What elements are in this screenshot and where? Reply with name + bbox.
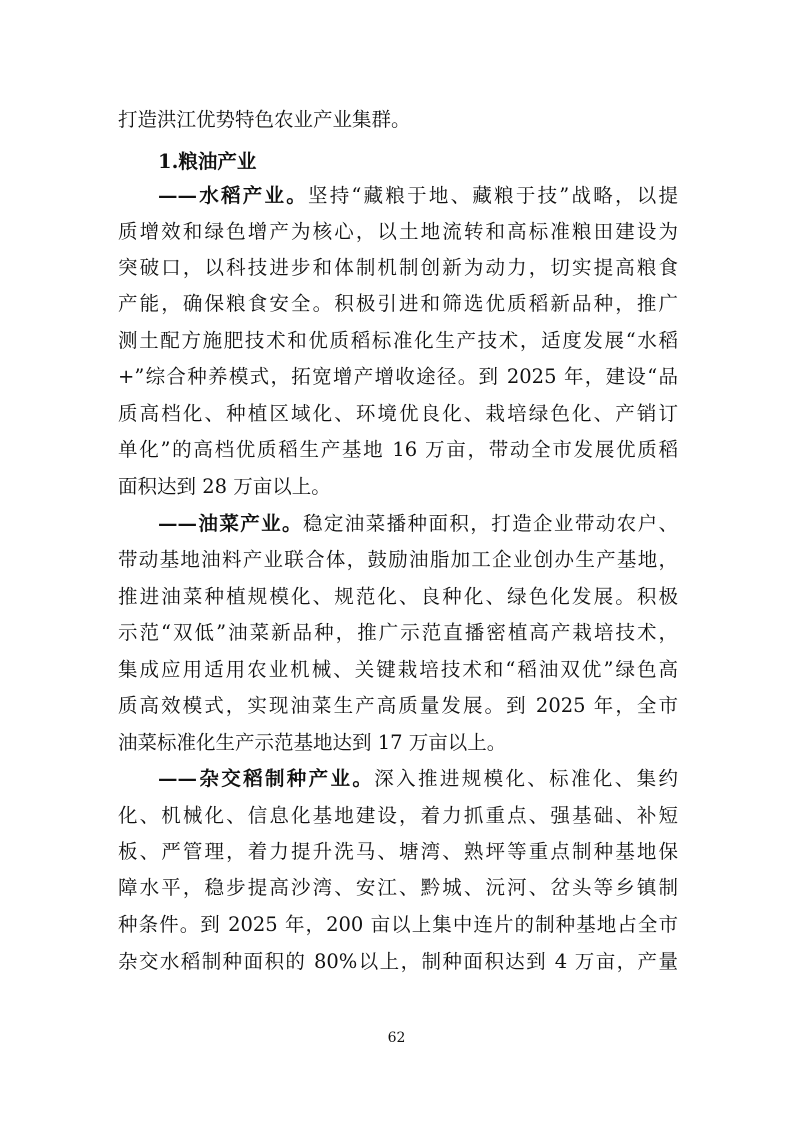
text-line: 板、严管理，着力提升洗马、塘湾、熟坪等重点制种基地保 <box>118 840 678 863</box>
text-line: 打造洪江优势特色农业产业集群。 <box>118 108 411 131</box>
text-line: 测土配方施肥技术和优质稻标准化生产技术，适度发展“水稻 <box>118 329 678 352</box>
text-line: 杂交水稻制种面积的 80%以上，制种面积达到 4 万亩，产量 <box>118 950 678 973</box>
text-line: 面积达到 28 万亩以上。 <box>118 475 331 498</box>
text-line: 障水平，稳步提高沙湾、安江、黔城、沅河、岔头等乡镇制 <box>118 876 678 899</box>
paragraph-lead: ——油菜产业。 <box>158 512 303 535</box>
text-line: 质增效和绿色增产为核心，以土地流转和高标准粮田建设为 <box>118 220 678 243</box>
text-line: 突破口，以科技进步和体制机制创新为动力，切实提高粮食 <box>118 256 678 279</box>
paragraph-rice-line: ——水稻产业。坚持“藏粮于地、藏粮于技”战略，以提 <box>158 184 678 207</box>
page-number: 62 <box>387 1030 406 1046</box>
text-line: 产能，确保粮食安全。积极引进和筛选优质稻新品种，推广 <box>118 292 678 315</box>
text-line: 质高效模式，实现油菜生产高质量发展。到 2025 年，全市 <box>118 694 678 717</box>
text-line: +”综合种养模式，拓宽增产增收途径。到 2025 年，建设“品 <box>118 365 678 388</box>
text-line: 推进油菜种植规模化、规范化、良种化、绿色化发展。积极 <box>118 585 678 608</box>
section-heading: 1.粮油产业 <box>158 150 257 173</box>
text-line: 化、机械化、信息化基地建设，着力抓重点、强基础、补短 <box>118 804 678 827</box>
text-line: 示范“双低”油菜新品种，推广示范直播密植高产栽培技术， <box>118 621 678 644</box>
paragraph-lead: ——杂交稻制种产业。 <box>158 767 375 790</box>
text-line: 单化”的高档优质稻生产基地 16 万亩，带动全市发展优质稻 <box>118 438 678 461</box>
text-line: 集成应用适用农业机械、关键栽培技术和“稻油双优”绿色高 <box>118 658 678 681</box>
text-line: 油菜标准化生产示范基地达到 17 万亩以上。 <box>118 731 507 754</box>
paragraph-rapeseed-line: ——油菜产业。稳定油菜播种面积，打造企业带动农户、 <box>158 512 678 535</box>
text-line: 种条件。到 2025 年，200 亩以上集中连片的制种基地占全市 <box>118 913 678 936</box>
paragraph-lead: ——水稻产业。 <box>158 184 308 207</box>
paragraph-hybrid-rice-line: ——杂交稻制种产业。深入推进规模化、标准化、集约 <box>158 767 678 790</box>
text-line: 带动基地油料产业联合体，鼓励油脂加工企业创办生产基地， <box>118 548 678 571</box>
text-line: 质高档化、种植区域化、环境优良化、栽培绿色化、产销订 <box>118 402 678 425</box>
